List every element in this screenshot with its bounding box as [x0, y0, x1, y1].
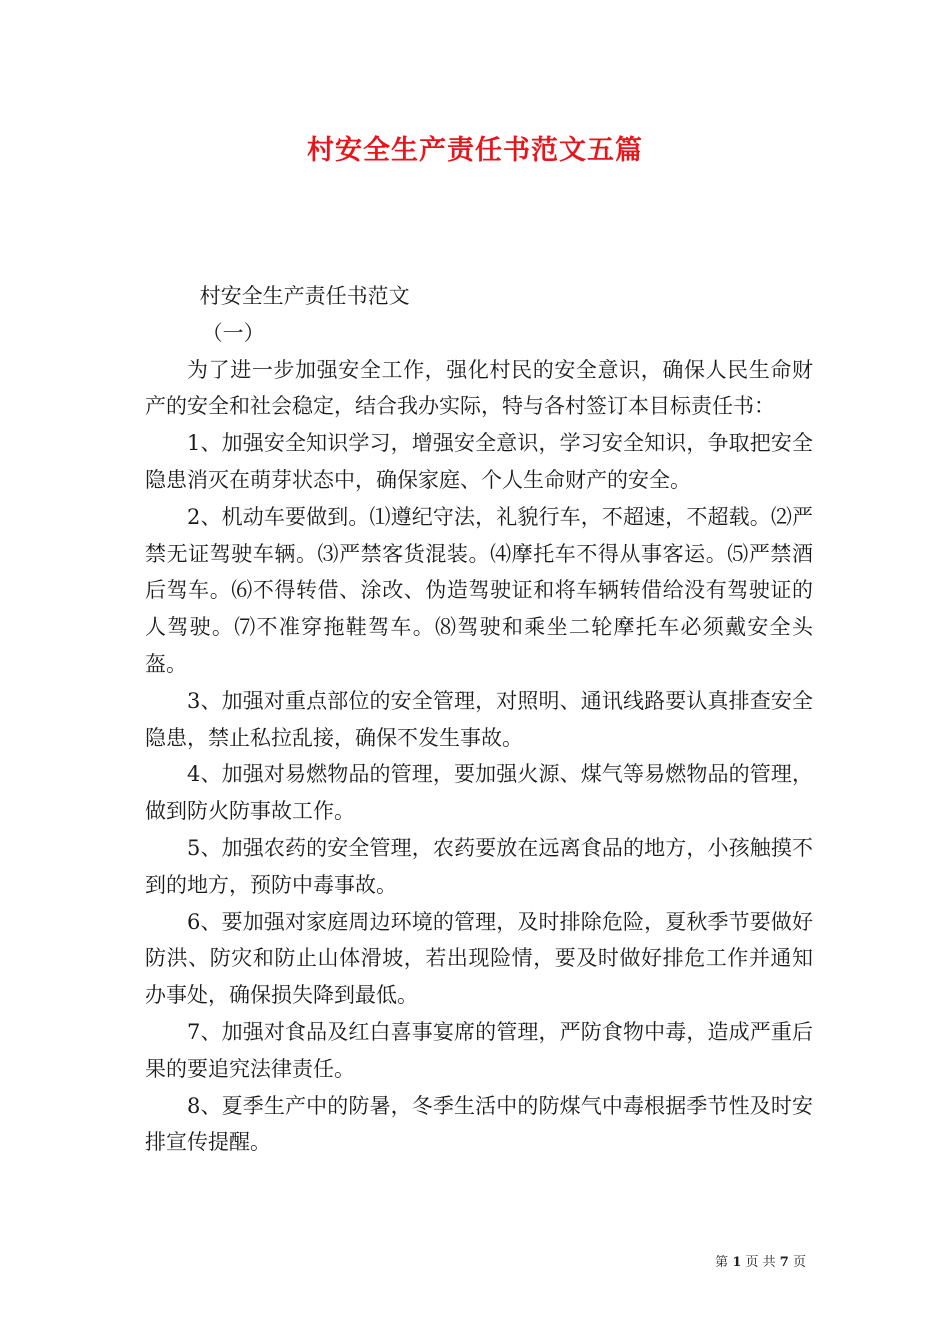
paragraph-intro: 为了进一步加强安全工作，强化村民的安全意识，确保人民生命财产的安全和社会稳定，结合我办实际，特与各村签订本目标责任书：: [145, 357, 813, 419]
document-subtitle: 村安全生产责任书范文: [199, 284, 410, 308]
paragraph-item-4: 4、加强对易燃物品的管理，要加强火源、煤气等易燃物品的管理，做到防火防事故工作。: [145, 762, 813, 824]
paragraph-item-7: 7、加强对食品及红白喜事宴席的管理，严防食物中毒，造成严重后果的要追究法律责任。: [145, 1019, 813, 1081]
page-footer: [715, 1251, 806, 1270]
footer-total-pages: 7: [779, 1255, 789, 1270]
paragraph-item-5: 5、加强农药的安全管理，农药要放在远离食品的地方，小孩触摸不到的地方，预防中毒事故。: [145, 835, 813, 897]
footer-middle: 页 共: [745, 1255, 776, 1270]
footer-suffix: 页: [792, 1255, 806, 1270]
paragraph-item-3: 3、加强对重点部位的安全管理，对照明、通讯线路要认真排查安全隐患，禁止私拉乱接，确保不发生事故。: [145, 688, 813, 750]
paragraph-item-1: 1、加强安全知识学习，增强安全意识，学习安全知识，争取把安全隐患消灭在萌芽状态中，确保家庭、个人生命财产的安全。: [145, 431, 813, 492]
paragraph-item-8: 8、夏季生产中的防暑，冬季生活中的防煤气中毒根据季节性及时安排宣传提醒。: [145, 1093, 813, 1155]
paragraph-item-2: 2、机动车要做到。⑴遵纪守法，礼貌行车，不超速，不超载。⑵严禁无证驾驶车辆。⑶严禁客货混装。⑷摩托车不得从事客运。⑸严禁酒后驾车。⑹不得转借、涂改、伪造驾驶证和将车辆转借给没有驾驶证的人驾驶。⑺不准穿拖鞋驾车。⑻驾驶和乘坐二轮摩托车必须戴安全头盔。: [145, 504, 813, 676]
document-title: 村安全生产责任书范文五篇: [307, 135, 643, 166]
footer-current-page: 1: [732, 1255, 742, 1270]
footer-prefix: 第: [715, 1255, 729, 1270]
section-number: （一）: [201, 320, 265, 345]
paragraph-item-6: 6、要加强对家庭周边环境的管理，及时排除危险，夏秋季节要做好防洪、防灾和防止山体滑坡，若出现险情，要及时做好排危工作并通知办事处，确保损失降到最低。: [145, 909, 813, 1008]
document-body: [145, 278, 813, 1161]
